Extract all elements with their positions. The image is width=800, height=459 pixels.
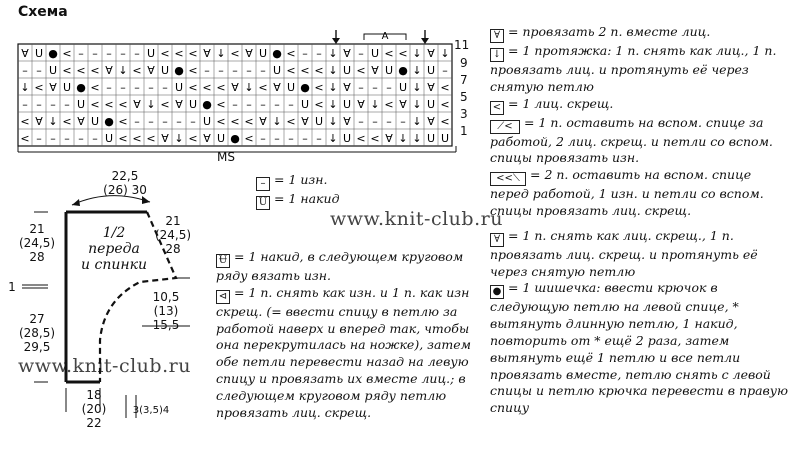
chart-symbol: < <box>90 81 100 94</box>
chart-symbol: ↓ <box>328 132 338 145</box>
chart-symbol: < <box>62 47 72 60</box>
chart-symbol: ∀ <box>203 132 211 145</box>
chart-symbol: < <box>314 81 324 94</box>
chart-symbol: ∀ <box>427 81 435 94</box>
chart-symbol: < <box>34 81 44 94</box>
watermark: www.knit-club.ru <box>330 208 503 230</box>
chart-symbol: ↓ <box>412 115 422 128</box>
chart-symbol: ↓ <box>328 47 338 60</box>
page-title: Схема <box>18 4 68 20</box>
chart-symbol: – <box>232 98 238 111</box>
chart-symbol: U <box>188 98 198 111</box>
chart-symbol: < <box>440 98 450 111</box>
chart-symbol: U <box>202 115 212 128</box>
bobble-icon: ● <box>490 285 504 299</box>
chart-symbol: – <box>260 132 266 145</box>
cable-back-icon: ⟋< <box>490 120 520 134</box>
chart-symbol: – <box>78 132 84 145</box>
chart-symbol: – <box>372 115 378 128</box>
chart-symbol: – <box>36 64 42 77</box>
chart-symbol: ● <box>76 81 86 94</box>
chart-symbol: – <box>190 115 196 128</box>
chart-symbol: – <box>260 64 266 77</box>
chart-symbol: ∀ <box>175 98 183 111</box>
chart-symbol: U <box>286 81 296 94</box>
chart-symbol: ∀ <box>105 64 113 77</box>
chart-symbol: < <box>188 132 198 145</box>
chart-symbol: < <box>160 47 170 60</box>
chart-symbol: – <box>106 81 112 94</box>
chart-symbol: ↓ <box>272 115 282 128</box>
chart-symbol: – <box>288 98 294 111</box>
chart-symbol: U <box>104 132 114 145</box>
chart-symbol: – <box>274 132 280 145</box>
legend-right <box>490 24 790 417</box>
chart-symbol: – <box>106 47 112 60</box>
chart-symbol: ● <box>48 47 58 60</box>
chart-symbol: ∀ <box>35 115 43 128</box>
chart-symbol: – <box>302 132 308 145</box>
chart-symbol: – <box>316 132 322 145</box>
chart-symbol: ∀ <box>161 132 169 145</box>
yarn-over-purl-icon: Ʉ <box>216 254 230 268</box>
chart-symbol: U <box>370 47 380 60</box>
chart-symbol: U <box>48 64 58 77</box>
chart-symbol: ∀ <box>133 98 141 111</box>
twisted-knit-icon: < <box>490 101 504 115</box>
chart-symbol: < <box>104 98 114 111</box>
chart-symbol: U <box>384 64 394 77</box>
chart-symbol: U <box>300 98 310 111</box>
legend-item: ↓ = 1 протяжка: 1 п. снять как лиц., 1 п. провязать лиц. и протянуть её через снятую петлю <box>490 43 777 94</box>
chart-symbol: < <box>118 132 128 145</box>
chart-symbol: ↓ <box>174 132 184 145</box>
chart-symbol: ↓ <box>328 115 338 128</box>
chart-symbol: < <box>90 98 100 111</box>
chart-symbol: < <box>286 64 296 77</box>
chart-symbol: ∀ <box>385 132 393 145</box>
chart-symbol: < <box>174 47 184 60</box>
chart-symbol: < <box>76 64 86 77</box>
chart-symbol: – <box>358 115 364 128</box>
legend-item: – = 1 изн. <box>256 172 416 191</box>
chart-symbol: – <box>372 81 378 94</box>
chart-symbol: U <box>146 47 156 60</box>
legend-item: ⟋< = 1 п. оставить на вспом. спице за работой, 2 лиц. скрещ. и петли со вспом. спицы провязать изн. <box>490 114 773 166</box>
chart-symbol: ↓ <box>370 98 380 111</box>
chart-symbol: ∀ <box>231 81 239 94</box>
knitting-chart <box>16 30 476 165</box>
chart-symbol: U <box>258 47 268 60</box>
chart-symbol: – <box>358 47 364 60</box>
chart-symbol: – <box>50 98 56 111</box>
chart-symbol: ∀ <box>21 47 29 60</box>
chart-symbol: ∀ <box>49 81 57 94</box>
chart-symbol: – <box>64 98 70 111</box>
chart-symbol: – <box>386 115 392 128</box>
chart-symbol: < <box>356 64 366 77</box>
chart-symbol: – <box>302 47 308 60</box>
chart-symbol: ↓ <box>328 98 338 111</box>
chart-symbol: – <box>92 132 98 145</box>
chart-symbol: < <box>188 64 198 77</box>
legend-item: ∀ = провязать 2 п. вместе лиц. <box>490 24 790 43</box>
chart-symbol: < <box>370 132 380 145</box>
chart-symbol: < <box>384 98 394 111</box>
chart-symbol: ∀ <box>371 64 379 77</box>
chart-symbol: ∀ <box>343 115 351 128</box>
chart-symbol: U <box>76 98 86 111</box>
chart-symbol: ∀ <box>427 47 435 60</box>
chart-symbol: – <box>274 98 280 111</box>
chart-symbol: – <box>50 132 56 145</box>
k2tog-icon: ∀ <box>490 29 504 43</box>
legend-bottom <box>216 249 486 421</box>
chart-symbol: < <box>188 47 198 60</box>
chart-symbol: U <box>398 81 408 94</box>
chart-symbol: ↓ <box>20 81 30 94</box>
chart-symbol: – <box>316 47 322 60</box>
row-number: 5 <box>460 90 468 104</box>
chart-symbol: ∀ <box>77 115 85 128</box>
dim-edge: 3(3,5)4 <box>132 405 170 416</box>
chart-symbol: < <box>118 98 128 111</box>
slip-twist-icon: ⊲ <box>216 290 230 304</box>
chart-symbol: U <box>272 64 282 77</box>
dim-top-width: 22,5 (26) 30 <box>103 169 147 197</box>
chart-symbol: U <box>342 98 352 111</box>
dim-left-upper: 21 (24,5) 28 <box>18 222 56 264</box>
chart-symbol: U <box>426 64 436 77</box>
chart-symbol: U <box>342 64 352 77</box>
chart-symbol: – <box>162 115 168 128</box>
chart-symbol: ↓ <box>146 98 156 111</box>
chart-symbol: – <box>358 81 364 94</box>
chart-symbol: ∀ <box>343 81 351 94</box>
chart-symbol: ∀ <box>147 64 155 77</box>
chart-symbol: – <box>204 64 210 77</box>
chart-symbol: – <box>120 81 126 94</box>
chart-symbol: < <box>20 115 30 128</box>
chart-symbol: < <box>20 132 30 145</box>
chart-symbol: < <box>216 115 226 128</box>
chart-symbol: – <box>78 47 84 60</box>
chart-symbol: ↓ <box>440 47 450 60</box>
chart-symbol: – <box>386 81 392 94</box>
chart-symbol: ∀ <box>399 98 407 111</box>
chart-symbol: < <box>314 98 324 111</box>
chart-symbol: ∀ <box>273 81 281 94</box>
chart-symbol: < <box>62 64 72 77</box>
chart-symbol: ↓ <box>328 81 338 94</box>
chart-symbol: – <box>64 132 70 145</box>
chart-symbol: ↓ <box>412 98 422 111</box>
chart-symbol: < <box>356 132 366 145</box>
chart-symbol: ↓ <box>244 81 254 94</box>
chart-symbol: ∀ <box>301 115 309 128</box>
chart-symbol: ↓ <box>412 132 422 145</box>
chart-symbol: – <box>246 98 252 111</box>
dim-bottom: 18 (20) 22 <box>81 388 107 430</box>
row-number: 11 <box>454 38 470 52</box>
chart-symbol: ● <box>104 115 114 128</box>
chart-symbol: – <box>148 115 154 128</box>
chart-symbol: – <box>218 64 224 77</box>
chart-symbol: < <box>286 115 296 128</box>
row-number: 1 <box>460 124 468 138</box>
row-number: 9 <box>460 56 468 70</box>
chart-symbol: < <box>90 64 100 77</box>
chart-symbol: ↓ <box>118 64 128 77</box>
chart-symbol: ↓ <box>412 64 422 77</box>
chart-symbol: < <box>62 115 72 128</box>
chart-symbol: ∀ <box>427 115 435 128</box>
chart-symbol: < <box>258 81 268 94</box>
dim-armhole: 10,5 (13) 15,5 <box>152 290 180 332</box>
chart-symbol: – <box>92 47 98 60</box>
legend-item: U = 1 накид <box>256 191 416 210</box>
row-number: 7 <box>460 73 468 87</box>
chart-symbol: < <box>440 81 450 94</box>
chart-symbol: – <box>260 98 266 111</box>
watermark: www.knit-club.ru <box>18 355 191 377</box>
piece-label: 1/2 переда и спинки <box>81 225 147 273</box>
chart-symbol: < <box>216 98 226 111</box>
chart-symbol: – <box>176 115 182 128</box>
chart-symbol: U <box>426 98 436 111</box>
chart-symbol: – <box>232 64 238 77</box>
chart-symbol: ↓ <box>48 115 58 128</box>
legend-item: ● = 1 шишечка: ввести крючок в следующую петлю на левой спице, * вытянуть длинную петлю, 1 накид, повторить от * ещё 2 раза, затем вытянуть ещё 1 петлю и все петли провязать вместе, петлю снять с левой спицы и петлю крючка перевести в правую спицу <box>490 280 789 416</box>
legend-item: < = 1 лиц. скрещ. <box>490 96 790 115</box>
chart-symbol: ∀ <box>357 98 365 111</box>
chart-symbol: ↓ <box>412 81 422 94</box>
chart-symbol: ↓ <box>328 64 338 77</box>
legend-item: Ʉ = 1 накид, в следующем круговом ряду вязать изн. <box>216 249 464 283</box>
chart-symbol: U <box>160 64 170 77</box>
legend-middle <box>256 172 416 210</box>
legend-item: ⊲ = 1 п. снять как изн. и 1 п. как изн скрещ. (= ввести спицу в петлю за работой наверх и вперед так, чтобы она перекрутилась на ножке), затем обе петли перевести назад на левую спицу и провязать их вместе лиц.; в следующем круговом ряду петлю провязать лиц. скрещ. <box>216 284 472 420</box>
repeat-label: A <box>381 31 389 42</box>
chart-symbol: ● <box>300 81 310 94</box>
chart-symbol: < <box>398 47 408 60</box>
chart-symbol: ∀ <box>343 47 351 60</box>
chart-symbol: < <box>300 64 310 77</box>
chart-symbol: < <box>202 81 212 94</box>
dim-mark-1: 1 <box>8 280 16 294</box>
chart-symbol: < <box>132 64 142 77</box>
chart-symbol: ● <box>202 98 212 111</box>
chart-symbol: < <box>244 132 254 145</box>
chart-symbol: < <box>146 132 156 145</box>
legend-item: <<⟍ = 2 п. оставить на вспом. спице перед работой, 1 изн. и петли со вспом. спицы провязать лиц. скрещ. <box>490 167 764 218</box>
cable-front-icon: <<⟍ <box>490 172 526 186</box>
chart-symbol: < <box>440 115 450 128</box>
row-number: 3 <box>460 107 468 121</box>
chart-symbol: – <box>134 115 140 128</box>
dim-left-lower: 27 (28,5) 29,5 <box>18 312 56 354</box>
chart-symbol: ∀ <box>203 47 211 60</box>
chart-symbol: ● <box>174 64 184 77</box>
yarn-over-icon: U <box>256 196 270 210</box>
chart-symbol: ● <box>272 47 282 60</box>
chart-symbol: < <box>188 81 198 94</box>
chart-symbol: ∀ <box>245 47 253 60</box>
chart-symbol: < <box>244 115 254 128</box>
chart-symbol: < <box>314 64 324 77</box>
chart-symbol: U <box>34 47 44 60</box>
chart-symbol: U <box>426 132 436 145</box>
chart-symbol: – <box>22 64 28 77</box>
chart-symbol: – <box>148 81 154 94</box>
chart-symbol: < <box>216 81 226 94</box>
chart-symbol: U <box>440 132 450 145</box>
chart-symbol: < <box>286 47 296 60</box>
chart-symbol: U <box>90 115 100 128</box>
chart-symbol: ↓ <box>216 47 226 60</box>
chart-symbol: – <box>120 47 126 60</box>
purl-icon: – <box>256 177 270 191</box>
chart-symbol: < <box>160 98 170 111</box>
chart-symbol: – <box>134 47 140 60</box>
chart-symbol: ↓ <box>398 132 408 145</box>
chart-symbol: – <box>36 98 42 111</box>
chart-symbol: < <box>118 115 128 128</box>
chart-symbol: U <box>174 81 184 94</box>
dim-right-upper: 21 (24,5) 28 <box>154 214 192 256</box>
chart-symbol: – <box>162 81 168 94</box>
ms-label: MS <box>217 150 235 164</box>
chart-symbol: ↓ <box>412 47 422 60</box>
chart-symbol: – <box>288 132 294 145</box>
chart-symbol: – <box>400 115 406 128</box>
chart-symbol: – <box>134 81 140 94</box>
chart-symbol: U <box>342 132 352 145</box>
chart-symbol: < <box>230 47 240 60</box>
chart-symbol: ● <box>230 132 240 145</box>
chart-symbol: U <box>216 132 226 145</box>
chart-symbol: < <box>230 115 240 128</box>
chart-symbol: ∀ <box>259 115 267 128</box>
chart-symbol: U <box>314 115 324 128</box>
chart-symbol: – <box>246 64 252 77</box>
chart-symbol: < <box>132 132 142 145</box>
chart-symbol: – <box>22 98 28 111</box>
arrow-down-icon: ↓ <box>490 48 504 62</box>
chart-symbol: – <box>442 64 448 77</box>
chart-symbol: U <box>62 81 72 94</box>
chart-symbol: < <box>384 47 394 60</box>
legend-item: ∀ = 1 п. снять как лиц. скрещ., 1 п. провязать лиц. скрещ. и протянуть её через снятую петлю <box>490 227 758 279</box>
chart-symbol: ● <box>398 64 408 77</box>
arrow-markers <box>332 30 429 44</box>
chart-symbol: – <box>36 132 42 145</box>
skp-twisted-icon: ∀ <box>490 233 504 247</box>
